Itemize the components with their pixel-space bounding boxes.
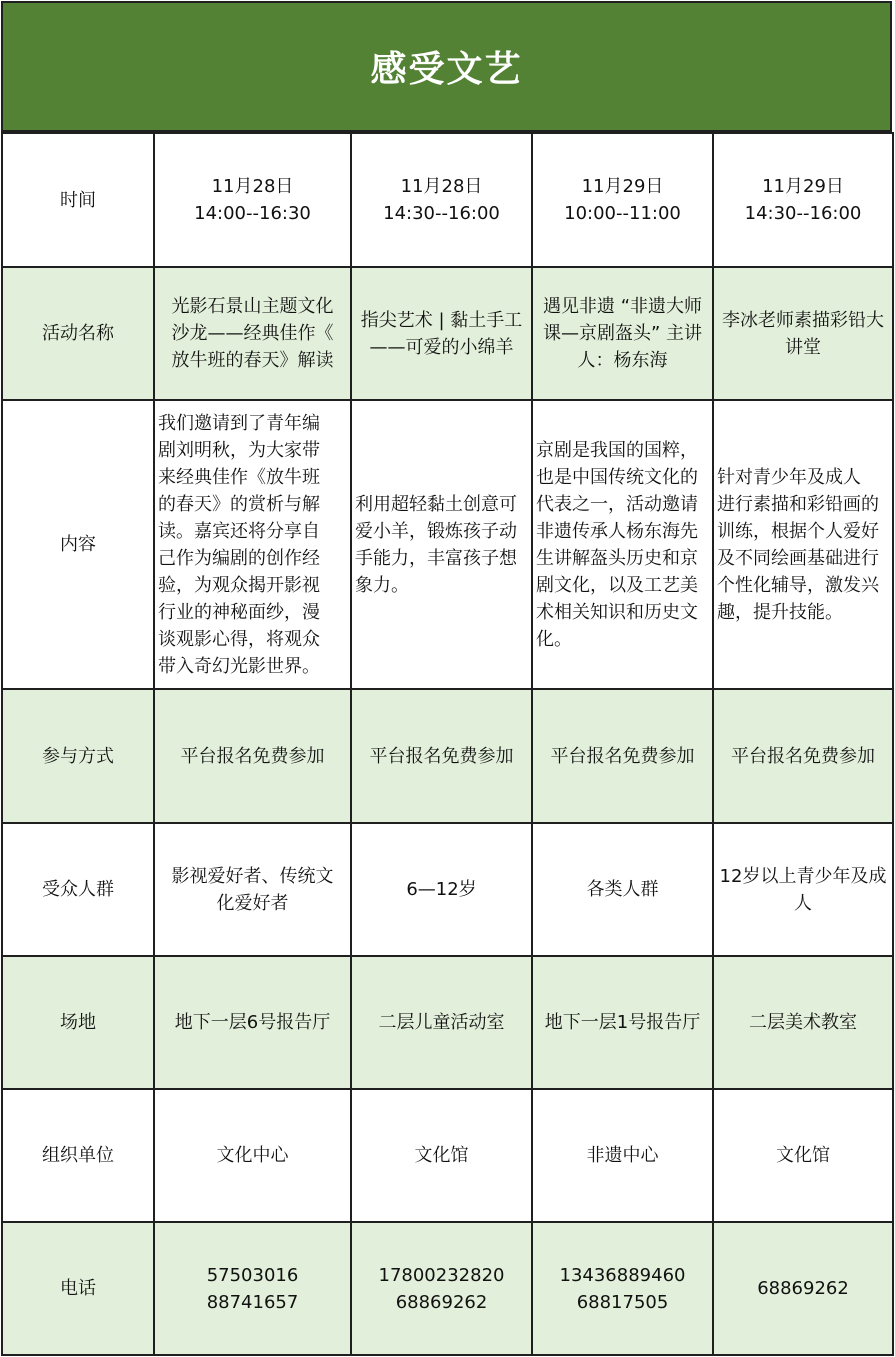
cell-text-line: 来经典佳作《放牛班	[158, 466, 320, 488]
cell-activity-name-event-2	[351, 267, 532, 400]
row-time	[2, 133, 893, 267]
cell-participation-event-3	[532, 689, 713, 823]
cell-text-line: 14:30--16:00	[744, 203, 862, 224]
schedule-table	[1, 132, 894, 1356]
cell-time-event-4	[713, 133, 893, 267]
row-label-venue: 场地	[2, 956, 154, 1089]
cell-text-line: 各类人群	[586, 879, 659, 900]
cell-venue-event-4	[713, 956, 893, 1089]
cell-text-line: 68869262	[757, 1278, 849, 1299]
cell-activity-name-event-3	[532, 267, 713, 400]
row-audience	[2, 823, 893, 956]
cell-text-line: 生讲解盔头历史和京	[536, 547, 698, 569]
cell-text-line: 京剧是我国的国粹，	[536, 439, 698, 461]
cell-text-line: 象力。	[355, 574, 409, 596]
schedule-table-body	[2, 133, 893, 1355]
cell-text-line: 68817505	[576, 1291, 669, 1313]
cell-text-line: 人：杨东海	[577, 350, 668, 371]
cell-organizer-event-4	[713, 1089, 893, 1222]
cell-venue-event-2	[351, 956, 532, 1089]
cell-text-line: 68869262	[395, 1291, 488, 1313]
title-banner	[1, 1, 892, 132]
cell-text-line: 光影石景山主题文化	[171, 296, 334, 317]
cell-organizer-event-3	[532, 1089, 713, 1222]
cell-text-line: 人	[794, 892, 812, 914]
cell-audience-event-2	[351, 823, 532, 956]
cell-text-line: 文化中心	[216, 1145, 289, 1166]
cell-text-line: 带入奇幻光影世界。	[158, 655, 320, 677]
cell-text-line: 己作为编剧的创作经	[158, 547, 320, 569]
row-label-phone: 电话	[2, 1222, 154, 1355]
cell-participation-event-1	[154, 689, 351, 823]
cell-text-line: 平台报名免费参加	[731, 745, 875, 767]
cell-text-line: 11月28日	[400, 176, 483, 197]
cell-text-line: 13436889460	[559, 1264, 686, 1286]
cell-audience-event-3	[532, 823, 713, 956]
row-venue	[2, 956, 893, 1089]
cell-text-line: 11月29日	[762, 176, 844, 197]
cell-time-event-2	[351, 133, 532, 267]
cell-text-line: 沙龙——经典佳作《	[171, 323, 334, 344]
cell-text-line: 遇见非遗 “非遗大师	[542, 296, 703, 317]
cell-phone-event-1	[154, 1222, 351, 1355]
row-label-time: 时间	[2, 133, 154, 267]
cell-organizer-event-2	[351, 1089, 532, 1222]
cell-text-line: 12岁以上青少年及成	[719, 865, 887, 887]
cell-text-line: 谈观影心得，将观众	[158, 628, 320, 650]
cell-text-line: 非遗中心	[586, 1145, 659, 1166]
cell-text-line: 术相关知识和历史文	[536, 601, 698, 623]
cell-text-line: 非遗传承人杨东海先	[536, 520, 698, 542]
cell-text-line: 针对青少年及成人	[717, 466, 861, 488]
cell-text-line: 代表之一，活动邀请	[536, 493, 698, 515]
row-label-participation: 参与方式	[2, 689, 154, 823]
cell-text-line: 14:00--16:30	[194, 203, 311, 224]
cell-text-line: 二层儿童活动室	[378, 1012, 505, 1033]
cell-text-line: ——可爱的小绵羊	[369, 336, 514, 358]
cell-text-line: 及不同绘画基础进行	[717, 547, 879, 569]
cell-text-line: 14:30--16:00	[383, 203, 500, 224]
cell-text-line: 李冰老师素描彩铅大	[722, 309, 884, 331]
cell-text-line: 剧刘明秋，为大家带	[158, 439, 320, 461]
cell-time-event-3	[532, 133, 713, 267]
cell-activity-name-event-4	[713, 267, 893, 400]
cell-text-line: 利用超轻黏土创意可	[355, 493, 517, 515]
cell-text-line: 我们邀请到了青年编	[158, 412, 320, 434]
cell-text-line: 爱小羊，锻炼孩子动	[355, 520, 517, 542]
cell-text-line: 也是中国传统文化的	[536, 466, 698, 488]
cell-participation-event-4	[713, 689, 893, 823]
row-label-organizer: 组织单位	[2, 1089, 154, 1222]
cell-phone-event-3	[532, 1222, 713, 1355]
cell-phone-event-4	[713, 1222, 893, 1355]
cell-audience-event-1	[154, 823, 351, 956]
cell-text-line: 验，为观众揭开影视	[158, 574, 320, 596]
cell-text-line: 的春天》的赏析与解	[158, 493, 320, 515]
cell-text-line: 化爱好者	[216, 892, 289, 914]
cell-text-line: 训练，根据个人爱好	[717, 520, 879, 542]
row-label-audience: 受众人群	[2, 823, 154, 956]
cell-text-line: 二层美术教室	[749, 1012, 857, 1033]
page-title: 感受文艺	[370, 49, 523, 90]
cell-text-line: 88741657	[206, 1291, 299, 1313]
cell-text-line: 放牛班的春天》解读	[171, 350, 334, 371]
row-participation	[2, 689, 893, 823]
cell-audience-event-4	[713, 823, 893, 956]
cell-text-line: 文化馆	[776, 1145, 830, 1166]
cell-time-event-1	[154, 133, 351, 267]
cell-text-line: 11月29日	[581, 176, 664, 197]
cell-participation-event-2	[351, 689, 532, 823]
cell-text-line: 讲堂	[785, 336, 821, 358]
cell-phone-event-2	[351, 1222, 532, 1355]
cell-activity-name-event-1	[154, 267, 351, 400]
cell-organizer-event-1	[154, 1089, 351, 1222]
cell-venue-event-3	[532, 956, 713, 1089]
cell-text-line: 课—京剧盔头” 主讲	[542, 323, 703, 344]
cell-text-line: 进行素描和彩铅画的	[717, 493, 879, 515]
cell-text-line: 指尖艺术 | 黏土手工	[360, 309, 523, 331]
cell-text-line: 手能力，丰富孩子想	[355, 547, 517, 569]
cell-text-line: 地下一层6号报告厅	[174, 1012, 331, 1033]
row-label-activity-name: 活动名称	[2, 267, 154, 400]
cell-text-line: 行业的神秘面纱，漫	[158, 601, 320, 623]
cell-text-line: 读。嘉宾还将分享自	[158, 520, 320, 542]
cell-text-line: 化。	[536, 628, 572, 650]
cell-text-line: 平台报名免费参加	[550, 745, 695, 767]
cell-content-event-4	[713, 400, 893, 689]
cell-text-line: 11月28日	[211, 176, 294, 197]
row-organizer	[2, 1089, 893, 1222]
cell-text-line: 17800232820	[378, 1264, 505, 1286]
cell-text-line: 剧文化，以及工艺美	[536, 574, 698, 596]
cell-text-line: 影视爱好者、传统文	[171, 865, 334, 887]
cell-text-line: 趣，提升技能。	[717, 601, 843, 623]
cell-text-line: 6—12岁	[406, 879, 477, 900]
row-label-content: 内容	[2, 400, 154, 689]
cell-text-line: 地下一层1号报告厅	[544, 1012, 701, 1033]
cell-text-line: 平台报名免费参加	[180, 745, 325, 767]
row-activity-name	[2, 267, 893, 400]
cell-text-line: 57503016	[206, 1264, 299, 1286]
row-phone	[2, 1222, 893, 1355]
row-content	[2, 400, 893, 689]
cell-text-line: 个性化辅导，激发兴	[717, 574, 879, 596]
cell-text-line: 平台报名免费参加	[369, 745, 514, 767]
cell-text-line: 文化馆	[414, 1145, 469, 1166]
cell-content-event-1	[154, 400, 351, 689]
cell-text-line: 10:00--11:00	[564, 203, 681, 224]
cell-content-event-3	[532, 400, 713, 689]
cell-content-event-2	[351, 400, 532, 689]
cell-venue-event-1	[154, 956, 351, 1089]
